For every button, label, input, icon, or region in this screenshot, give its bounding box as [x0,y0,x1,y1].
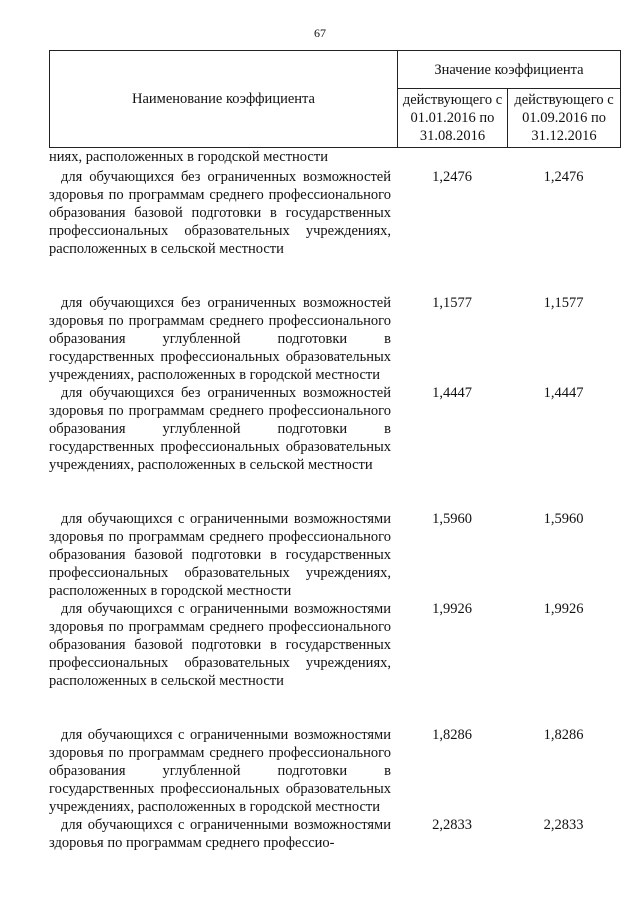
row-value-period-2: 2,2833 [543,817,584,833]
coefficient-table-header [49,50,621,148]
row-name: для обучающихся с ограниченными возможностями здоровья по программам среднего профессио- [49,817,391,851]
header-name-column: Наименование коэффициента [50,51,398,148]
row-name: для обучающихся без ограниченных возможностей здоровья по программам среднего профессионального образования базовой подготовки в государственных профессиональных образовательных учреждениях, расположенных в сельской местности [49,169,391,257]
row-value-period-1: 1,2476 [432,169,472,185]
row-value-period-1: 2,2833 [432,817,472,833]
row-value-period-2: 1,4447 [543,385,584,401]
row-name: для обучающихся с ограниченными возможностями здоровья по программам среднего профессионального образования углубленной подготовки в государственных профессиональных образовательных учреждениях, расположенных в городской местности [49,727,391,815]
coefficient-table-body [49,148,620,852]
table-row [49,600,620,690]
header-value-column: Значение коэффициента [398,51,621,89]
table-row [49,294,620,384]
row-name: ниях, расположенных в городской местности [49,149,328,165]
page-number: 67 [314,26,326,40]
header-period-1: действующего с 01.01.2016 по 31.08.2016 [398,89,508,148]
row-name: для обучающихся с ограниченными возможностями здоровья по программам среднего профессионального образования базовой подготовки в государственных профессиональных образовательных учреждениях, расположенных в сельской местности [49,601,391,689]
row-value-period-2: 1,5960 [543,511,584,527]
row-value-period-2: 1,9926 [543,601,584,617]
row-value-period-2: 1,2476 [543,169,584,185]
row-name: для обучающихся без ограниченных возможностей здоровья по программам среднего профессионального образования углубленной подготовки в государственных профессиональных образовательных учреждениях, расположенных в сельской местности [49,385,391,473]
header-period-2: действующего с 01.09.2016 по 31.12.2016 [508,89,621,148]
table-row [49,510,620,600]
row-value-period-1: 1,5960 [432,511,472,527]
row-value-period-2: 1,1577 [543,295,584,311]
table-row [49,168,620,258]
table-row [49,148,620,166]
row-value-period-1: 1,8286 [432,727,472,743]
row-name: для обучающихся с ограниченными возможностями здоровья по программам среднего профессионального образования базовой подготовки в государственных профессиональных образовательных учреждениях, расположенных в городской местности [49,511,391,599]
row-value-period-1: 1,9926 [432,601,472,617]
table-row [49,726,620,816]
table-row [49,384,620,474]
row-value-period-1: 1,4447 [432,385,472,401]
row-value-period-2: 1,8286 [543,727,584,743]
row-value-period-1: 1,1577 [432,295,472,311]
table-row [49,816,620,852]
row-name: для обучающихся без ограниченных возможностей здоровья по программам среднего профессионального образования углубленной подготовки в государственных профессиональных образовательных учреждениях, расположенных в городской местности [49,295,391,383]
